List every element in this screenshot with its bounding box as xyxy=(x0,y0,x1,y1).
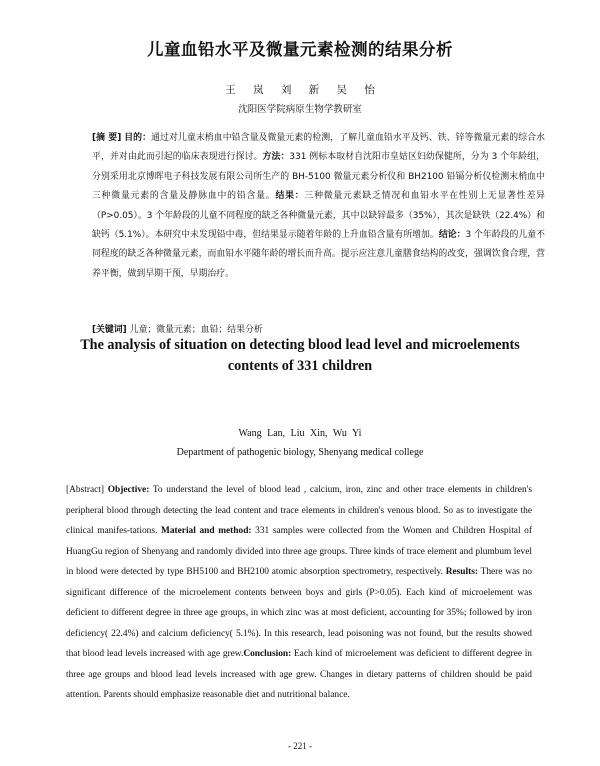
english-title-line-1: The analysis of situation on detecting blood lead level and microelements xyxy=(80,337,520,353)
chinese-method-text: 331 例标本取材自沈阳市皇姑区妇幼保健所，分为 3 个年龄组，分别采用北京博晖电子科技发展有限公司所生产的 BH-5100 微量元素分析仪和 BH2100 铅镉分析仪检测末梢血中三种微量元素的含量及静脉血中的铅含量。 xyxy=(92,152,546,202)
chinese-authors: 王 岚 刘 新 吴 怡 xyxy=(225,84,375,96)
english-conclusion-label: Conclusion: xyxy=(243,649,292,659)
chinese-affiliation: 沈阳医学院病原生物学教研室 xyxy=(238,104,362,115)
chinese-abstract-label: [摘 要] xyxy=(92,133,122,143)
chinese-keywords-label: [关键词] xyxy=(92,325,127,335)
english-abstract xyxy=(66,480,532,706)
chinese-abstract xyxy=(92,129,545,284)
chinese-method-label: 方法： xyxy=(262,152,290,163)
english-method-text: 331 samples were collected from the Women and Children Hospital of HuangGu region of Shenyang and randomly divided into three age groups. Three kinds of trace element and plumbum level in blood were detected by type BH5100 and BH2100 atomic absorption spectrometry, respectively. xyxy=(66,526,532,577)
chinese-keywords xyxy=(92,322,263,335)
english-result-text: There was no significant difference of the microelement contents between boys and girls (P>0.05). Each kind of microelement was deficient to different degree in three age groups, in which zinc was at most deficient, accounting for 35%; followed by iron deficiency( 22.4%) and calcium deficiency( 5.1%). In this research, lead poisoning was not found, but the results showed that blood lead levels increased with age grew. xyxy=(66,567,532,659)
english-method-label: Material and method: xyxy=(160,526,252,536)
chinese-conclusion-text: 3 个年龄段的儿童不同程度的缺乏各种微量元素，而血铅水平随年龄的增长而升高。提示应注意儿童膳食结构的改变，强调饮食合理，营养平衡，做到早期干预，早期治疗。 xyxy=(92,230,546,279)
english-authors: Wang Lan, Liu Xin, Wu Yi xyxy=(238,428,362,439)
chinese-keywords-text: 儿童；微量元素；血铅；结果分析 xyxy=(129,325,263,335)
chinese-conclusion-label: 结论： xyxy=(438,230,466,241)
english-objective-label: Objective: xyxy=(107,485,150,495)
english-conclusion-text: Each kind of microelement was deficient to different degree in three age groups and blood lead levels increased with age grew. Changes in dietary patterns of children should be paid attention. Parents should emphasize reasonable diet and nutritional balance. xyxy=(66,649,532,700)
chinese-title: 儿童血铅水平及微量元素检测的结果分析 xyxy=(147,40,453,59)
english-affiliation: Department of pathogenic biology, Shenyang medical college xyxy=(176,447,424,458)
english-title xyxy=(0,335,600,377)
english-abstract-label: [Abstract] xyxy=(66,485,105,495)
english-title-line-2: contents of 331 children xyxy=(227,358,373,374)
english-objective-text: To understand the level of blood lead , calcium, iron, zinc and other trace elements in children's peripheral blood through detecting the lead content and trace elements in children's venous blood. So as to investigate the clinical manifes-tations. xyxy=(66,485,532,536)
chinese-result-text: 三种微量元素缺乏情况和血铅水平在性别上无显著性差异（P>0.05）。3 个年龄段的儿童不同程度的缺乏各种微量元素，其中以缺锌最多（35%），其次是缺铁（22.4%）和缺钙（5.1%）。本研究中未发现铅中毒，但结果显示随着年龄的上升血铅含量有所增加。 xyxy=(92,191,546,241)
page-number: - 221 - xyxy=(288,741,312,751)
english-result-label: Results: xyxy=(445,567,478,577)
chinese-objective-label: 目的： xyxy=(124,133,152,143)
chinese-result-label: 结果： xyxy=(275,191,305,202)
chinese-objective-text: 通过对儿童末梢血中铅含量及微量元素的检测，了解儿童血铅水平及钙、铁、锌等微量元素的综合水平，并对由此而引起的临床表现进行探讨。 xyxy=(92,133,546,163)
